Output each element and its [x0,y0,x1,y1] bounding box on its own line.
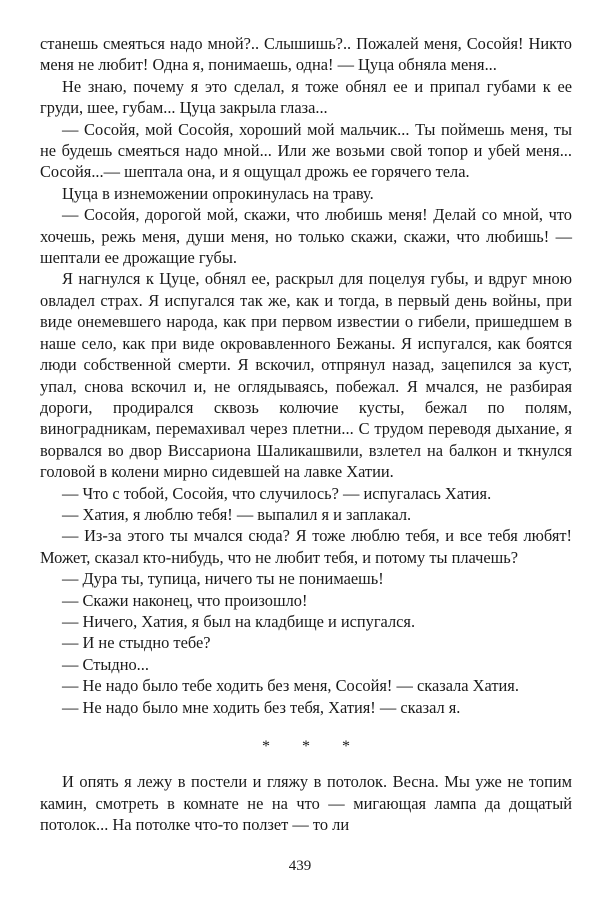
paragraph: Я нагнулся к Цуце, обнял ее, раскрыл для поцелуя губы, и вдруг мною овладел страх. Я испугался так же, как и тогда, в первый день войны, при виде онемевшего народа, как при первом известии о гибели, пришедшем в наше село, как при виде окровавленного Бежаны. Я испугался, как боятся люди собственной смерти. Я вскочил, отпрянул назад, зацепился за куст, упал, снова вскочил и, не оглядываясь, побежал. Я мчался, не разбирая дороги, продирался сквозь колючие кусты, бежал по полям, виноградникам, перемахивал через плетни... С трудом переводя дыхание, я ворвался во двор Виссариона Шаликашвили, взлетел на балкон и ткнулся головой в колени мирно сидевшей на лавке Хатии. [40,269,572,482]
paragraph: И опять я лежу в постели и гляжу в потолок. Весна. Мы уже не топим камин, смотреть в комнате не на что — мигающая лампа да дощатый потолок... На потолке что-то ползет — то ли [40,772,572,835]
paragraph: — Не надо было мне ходить без тебя, Хатия! — сказал я. [62,697,461,717]
paragraph: — Скажи наконец, что произошло! [62,590,308,610]
paragraph: станешь смеяться надо мной?.. Слышишь?.. Пожалей меня, Сосойя! Никто меня не любит! Одна я, понимаешь, одна! — Цуца обняла меня... [40,34,572,75]
section-separator: * * * [262,738,364,755]
paragraph: — Что с тобой, Сосойя, что случилось? — испугалась Хатия. [62,483,492,503]
paragraph: — Из-за этого ты мчался сюда? Я тоже люблю тебя, и все тебя любят! Может, сказал кто-нибудь, что не любит тебя, и потому ты плачешь? [40,526,572,567]
paragraph: Не знаю, почему я это сделал, я тоже обнял ее и припал губами к ее груди, шее, губам... Цуца закрыла глаза... [40,76,572,118]
paragraph: — Хатия, я люблю тебя! — выпалил я и заплакал. [62,504,412,524]
paragraph: — Сосойя, мой Сосойя, хороший мой мальчик... Ты поймешь меня, ты не будешь смеяться надо мной... Или же возьми свой топор и убей меня... Сосойя...— шептала она, и я ощущал дрожь ее горячего тела. [40,119,572,182]
paragraph: — Не надо было тебе ходить без меня, Сосойя! — сказала Хатия. [62,676,519,696]
page-body [40,33,572,836]
paragraph: — Сосойя, дорогой мой, скажи, что любишь меня! Делай со мной, что хочешь, режь меня, души меня, но только скажи, скажи, что любишь! — шептали ее дрожащие губы. [40,205,572,268]
paragraph: — Ничего, Хатия, я был на кладбище и испугался. [62,611,416,631]
page-number: 439 [288,858,312,874]
paragraph: — И не стыдно тебе? [62,633,211,653]
paragraph: — Дура ты, тупица, ничего ты не понимаешь! [62,569,384,589]
paragraph: — Стыдно... [62,654,149,674]
paragraph: Цуца в изнеможении опрокинулась на траву. [62,183,374,203]
